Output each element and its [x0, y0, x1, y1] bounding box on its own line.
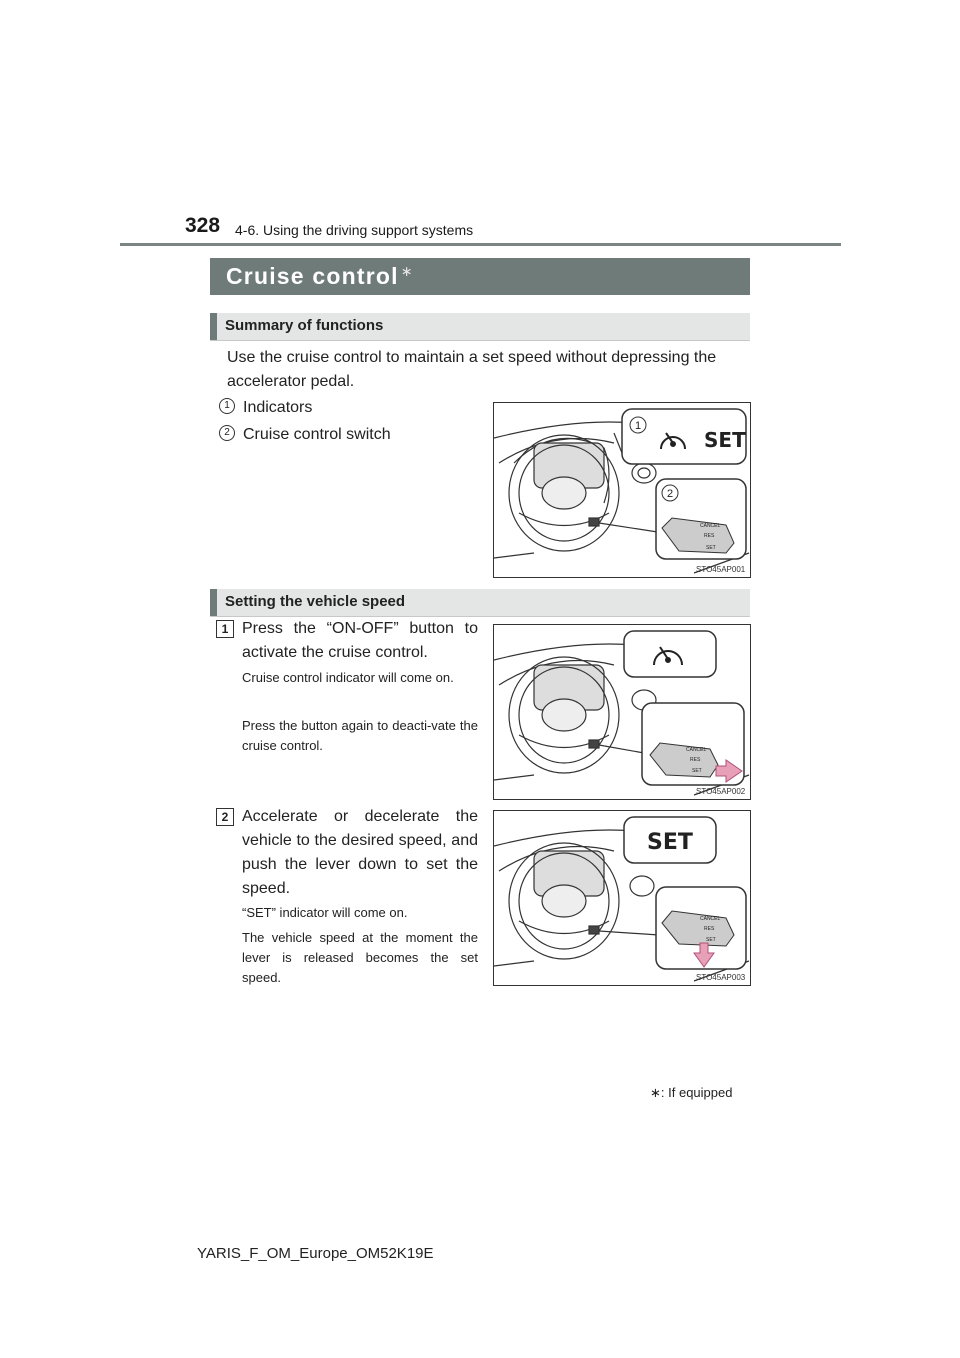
subheading-setting [210, 589, 750, 617]
page-title-text: Cruise control [226, 263, 399, 289]
set-indicator-label: SET [647, 830, 693, 855]
step-instruction: Press the “ON-OFF” button to activate the cruise control. [242, 620, 478, 661]
lever-label: SET [706, 545, 716, 551]
callout-number: 1 [634, 420, 642, 432]
lever-label: SET [692, 768, 702, 774]
footnote [650, 1085, 732, 1101]
indicator-callout [624, 631, 716, 677]
summary-item-label: Indicators [243, 399, 313, 416]
step-instruction: Accelerate or decelerate the vehicle to the desired speed, and push the lever down to set the speed. [242, 808, 478, 897]
lever-label: RES [704, 926, 715, 932]
set-indicator-label: SET [704, 428, 746, 452]
footnote-text: : If equipped [660, 1085, 733, 1100]
page-number: 328 [185, 214, 221, 237]
figure-code: STO45AP002 [696, 787, 746, 796]
figure-set-speed [493, 810, 751, 986]
figure-on-off [493, 624, 751, 800]
figure-code: STO45AP003 [696, 973, 746, 982]
subheading-accent [210, 313, 217, 340]
subheading-summary-label: Summary of functions [225, 317, 384, 334]
lever-label: RES [690, 757, 701, 763]
callout-number: 2 [219, 425, 235, 441]
callout-number: 2 [666, 488, 674, 500]
step-note: The vehicle speed at the moment the lever is released becomes the set speed. [242, 930, 478, 985]
subheading-summary [210, 313, 750, 341]
dashboard-illustration [494, 403, 750, 577]
figure-code: STO45AP001 [696, 565, 746, 574]
footnote-mark: ∗ [650, 1085, 661, 1100]
summary-item-label: Cruise control switch [243, 426, 391, 443]
lever-label: SET [706, 937, 716, 943]
step-number: 2 [216, 808, 234, 826]
figure-cruise-overview [493, 402, 751, 578]
header-divider [120, 243, 841, 246]
section-title-bar [210, 258, 750, 295]
lever-label: CANCEL [686, 747, 707, 753]
step-number: 1 [216, 620, 234, 638]
step-note: Cruise control indicator will come on. [242, 670, 454, 685]
dashboard-illustration [494, 811, 750, 985]
summary-intro: Use the cruise control to maintain a set speed without depressing the accelerator pedal. [227, 349, 717, 390]
if-equipped-mark: ∗ [400, 263, 414, 279]
step-note: Press the button again to deacti-vate the cruise control. [242, 718, 478, 753]
subheading-setting-label: Setting the vehicle speed [225, 593, 406, 610]
section-path: 4-6. Using the driving support systems [235, 222, 474, 238]
lever-label: CANCEL [700, 916, 721, 922]
callout-number: 1 [219, 398, 235, 414]
lever-label: RES [704, 533, 715, 539]
dashboard-illustration [494, 625, 750, 799]
subheading-accent [210, 589, 217, 616]
lever-label: CANCEL [700, 523, 721, 529]
manual-code: YARIS_F_OM_Europe_OM52K19E [197, 1245, 434, 1262]
page-title [226, 263, 414, 290]
step-note: “SET” indicator will come on. [242, 905, 408, 920]
